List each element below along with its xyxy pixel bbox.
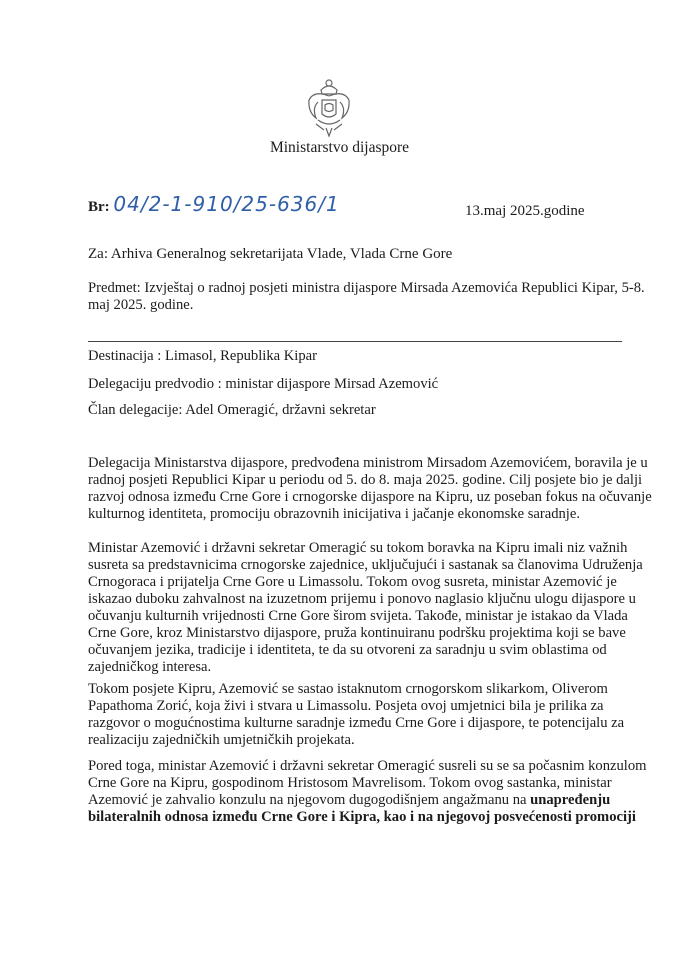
paragraph-line: Papathoma Zorić, koja živi i stvara u Limassolu. Posjeta ovoj umjetnici bila je prilika za [88, 698, 604, 714]
line-normal-text: Azemović je zahvalio konzulu na njegovom dugogodišnjem angažmanu na [88, 792, 531, 808]
paragraph-line: razgovor o mogućnostima kulturne saradnje između Crne Gore i dijaspore, te potencijalu za [88, 715, 625, 731]
number-label: Br: [88, 199, 110, 215]
paragraph-line: očuvanjem jezika, tradicije i identiteta, te da su otvoreni za saradnju u svim oblastima od [88, 642, 607, 658]
paragraph-line: Pored toga, ministar Azemović i državni sekretar Omeragić susreli su se sa počasnim konzulom [88, 758, 647, 774]
paragraph-line: Crnogoraca i prijatelja Crne Gore u Limassolu. Tokom ovog susreta, ministar Azemović je [88, 574, 617, 590]
paragraph-line: realizaciju zajedničkih umjetničkih projekata. [88, 732, 355, 748]
paragraph-line: Crne Gore na Kipru, gospodinom Hristosom Mavrelisom. Tokom ovog sastanka, ministar [88, 775, 612, 791]
delegation-leader: Delegaciju predvodio : ministar dijaspore Mirsad Azemović [88, 376, 439, 392]
paragraph-line: iskazao duboku zahvalnost na izuzetnom prijemu i ponovo naglasio ključnu ulogu dijaspore u [88, 591, 636, 607]
line-bold-text: unapređenju [530, 792, 611, 808]
paragraph-line: razvoj odnosa između Crne Gore i crnogorske dijaspore na Kipru, uz poseban fokus na očuvanje [88, 489, 652, 505]
divider [88, 341, 622, 342]
paragraph-line: radnoj posjeti Republici Kipar u periodu od 5. do 8. maja 2025. godine. Cilj posjete bio je dalji [88, 472, 643, 488]
ministry-name: Ministarstvo dijaspore [269, 139, 410, 156]
paragraph-line: očuvanju kulturnih vrijednosti Crne Gore širom svijeta. Takođe, ministar je istakao da Vlada [88, 608, 628, 624]
destination: Destinacija : Limasol, Republika Kipar [88, 348, 317, 364]
delegation-member: Član delegacije: Adel Omeragić, državni sekretar [88, 402, 376, 418]
paragraph-line: Ministar Azemović i državni sekretar Omeragić su tokom boravka na Kipru imali niz važnih [88, 540, 628, 556]
handwritten-number: 04/2-1-910/25-636/1 [113, 192, 340, 216]
paragraph-line [88, 792, 610, 809]
paragraph-line: Tokom posjete Kipru, Azemović se sastao istaknutom crnogorskom slikarkom, Oliverom [88, 681, 608, 697]
paragraph-line: zajedničkog interesa. [88, 659, 212, 675]
subject-line-1: Predmet: Izvještaj o radnoj posjeti ministra dijaspore Mirsada Azemovića Republici Kipar, 5-8. [88, 280, 645, 296]
subject-line-2: maj 2025. godine. [88, 297, 194, 313]
addressee: Za: Arhiva Generalnog sekretarijata Vlade, Vlada Crne Gore [88, 246, 453, 262]
document-number [88, 192, 340, 216]
coat-of-arms-logo [306, 78, 352, 138]
paragraph-line: Delegacija Ministarstva dijaspore, predvođena ministrom Mirsadom Azemovićem, boravila je u [88, 455, 648, 471]
document-date: 13.maj 2025.godine [465, 203, 585, 219]
paragraph-line-bold: bilateralnih odnosa između Crne Gore i Kipra, kao i na njegovoj posvećenosti promociji [88, 809, 636, 825]
paragraph-line: Crne Gore, kroz Ministarstvo dijaspore, pruža kontinuiranu podršku projektima koji se bave [88, 625, 626, 641]
paragraph-line: kulturnog identiteta, promociju obrazovnih inicijativa i jačanje ekonomske saradnje. [88, 506, 580, 522]
paragraph-line: susreta sa predstavnicima crnogorske zajednice, uključujući i sastanak sa članovima Udruženja [88, 557, 643, 573]
